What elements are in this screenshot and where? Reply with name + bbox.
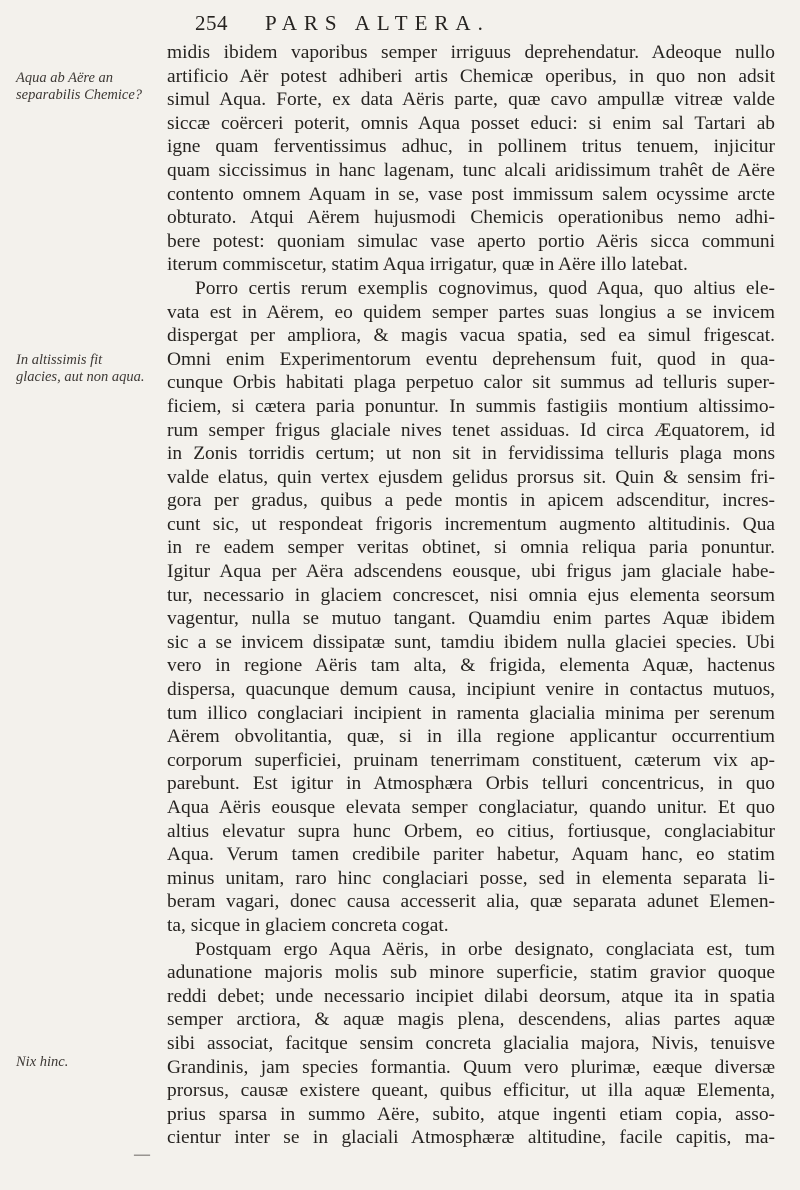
text-line: sibi associat, facitque sensim concreta glacialia majora, Nivis, tenuisve bbox=[167, 1032, 775, 1054]
text-line: artificio Aër potest adhiberi artis Chemicæ operibus, in quo non adsit bbox=[167, 65, 775, 87]
text-line: reddi debet; unde necessario incipiet dilabi deorsum, atque ita in spatia bbox=[167, 985, 775, 1007]
text-line: Porro certis rerum exemplis cognovimus, quod Aqua, quo altius ele- bbox=[195, 277, 775, 299]
margin-note-aqua-ab-aere: Aqua ab Aëre an separabilis Chemice? bbox=[16, 70, 143, 103]
page-number: 254 bbox=[195, 11, 228, 35]
text-line: prius sparsa in summo Aëre, subito, atque ingenti etiam copia, asso- bbox=[167, 1103, 775, 1125]
running-title: PARS ALTERA. bbox=[265, 11, 490, 35]
text-line: obturato. Atqui Aërem hujusmodi Chemicis operationibus nemo adhi- bbox=[167, 207, 775, 229]
text-line: vero in regione Aëris tam alta, & frigida, elementa Aquæ, hactenus bbox=[167, 655, 775, 677]
text-line: cunque Orbis habitati plaga perpetuo calor sit summus ad telluris super- bbox=[167, 372, 775, 394]
text-line: altius elevatur supra hunc Orbem, eo citius, fortiusque, conglaciabitur bbox=[167, 820, 775, 842]
text-line: quam siccissimus in hanc lagenam, tunc alcali aridissimum trahêt de Aëre bbox=[167, 159, 775, 181]
text-line: dispersa, quacunque demum causa, incipiunt venire in contactus mutuos, bbox=[167, 679, 775, 701]
text-line: vata est in Aërem, eo quidem semper partes suas longius a se invicem bbox=[167, 301, 775, 323]
text-line: minus unitam, raro hinc conglaciari posse, sed in elementa separata li- bbox=[167, 867, 775, 889]
text-line: in re eadem semper veritas obtinet, si omnia reliqua paria ponuntur. bbox=[167, 537, 775, 559]
text-line: igne quam ferventissimus adhuc, in pollinem tritus tenuem, injicitur bbox=[167, 136, 775, 158]
text-line: iterum commiscetur, statim Aqua irrigatur, quæ in Aëre illo latebat. bbox=[167, 254, 688, 276]
text-line: Grandinis, jam species formantia. Quum vero plurimæ, eæque diversæ bbox=[167, 1056, 775, 1078]
body-text bbox=[167, 41, 775, 1150]
text-line: beram vagari, donec causa accesserit alia, quæ separata adunet Elemen- bbox=[167, 891, 775, 913]
text-line: valde elatus, quin vertex ejusdem gelidus prorsus sit. Quin & sensim fri- bbox=[167, 466, 775, 488]
page-header bbox=[195, 7, 765, 41]
margin-note-in-altissimis: In altissimis fit glacies, aut non aqua. bbox=[16, 352, 145, 385]
text-line: Igitur Aqua per Aëra adscendens eousque, ubi frigus jam glaciale habe- bbox=[167, 561, 775, 583]
text-line: Postquam ergo Aqua Aëris, in orbe designato, conglaciata est, tum bbox=[195, 938, 775, 960]
text-line: adunatione majoris molis sub minore superficie, statim gravior quoque bbox=[167, 962, 775, 984]
text-line: siccæ coërceri poterit, omnis Aqua posset educi: si enim sal Tartari ab bbox=[167, 112, 775, 134]
text-line: tur, necessario in glaciem concrescet, nisi omnia ejus elementa seorsum bbox=[167, 584, 775, 606]
text-line: ficiem, si cætera paria ponuntur. In summis fastigiis montium altissimo- bbox=[167, 395, 775, 417]
text-line: midis ibidem vaporibus semper irriguus deprehendatur. Adeoque nullo bbox=[167, 42, 775, 63]
text-line: sic a se invicem dissipatæ sunt, tamdiu ibidem nulla glaciei species. Ubi bbox=[167, 631, 775, 653]
text-line: Aqua. Verum tamen credibile pariter habetur, Aquam hanc, eo statim bbox=[167, 844, 775, 866]
text-line: semper arctiora, & aquæ magis plena, descendens, alias partes aquæ bbox=[167, 1009, 775, 1031]
text-line: cunt sic, ut respondeat frigoris incrementum augmento altitudinis. Qua bbox=[167, 513, 775, 535]
text-line: simul Aqua. Forte, ex data Aëris parte, quæ cavo ampullæ vitreæ valde bbox=[167, 89, 775, 111]
text-line: prorsus, causæ existere queant, quibus efficitur, ut illa aquæ Elementa, bbox=[167, 1080, 775, 1102]
text-line: Omni enim Experimentorum eventu deprehensum fuit, quod in qua- bbox=[167, 348, 775, 370]
text-line: ta, sicque in glaciem concreta cogat. bbox=[167, 914, 449, 936]
text-line: gora per gradus, quibus a pede montis in apicem adscenditur, incres- bbox=[167, 490, 775, 512]
text-line: Aqua Aëris eousque elevata semper conglaciatur, quando unitur. Et quo bbox=[167, 797, 775, 818]
margin-dash-mark: — bbox=[134, 1146, 150, 1163]
text-line: contento omnem Aquam in se, vase post immissum salem ocyssime arcte bbox=[167, 183, 775, 205]
text-line: bere potest: quoniam simulac vase aperto portio Aëris sicca communi bbox=[167, 230, 775, 252]
text-line: tum illico conglaciari incipient in ramenta glacialia minima per serenum bbox=[167, 702, 775, 724]
text-line: Aërem obvolitantia, quæ, si in illa regione applicantur occurrentium bbox=[167, 726, 775, 748]
text-line: rum semper frigus glaciale nives tenet assiduas. Id circa Æquatorem, id bbox=[167, 419, 775, 441]
text-line: dispergat per ampliora, & magis vacua spatia, sed ea simul frigescat. bbox=[167, 325, 775, 347]
margin-note-nix-hinc: Nix hinc. bbox=[16, 1054, 69, 1070]
text-line: vagentur, nulla se mutuo tangant. Quamdiu enim partes Aquæ ibidem bbox=[167, 608, 775, 630]
text-line: corporum superficiei, pruinam tenerrimam constituent, cæterum vix ap- bbox=[167, 749, 775, 771]
text-line: in Zonis torridis certum; ut non sit in fervidissima telluris plaga mons bbox=[167, 443, 775, 465]
text-line: parebunt. Est igitur in Atmosphæra Orbis telluri concentricus, in quo bbox=[167, 773, 775, 795]
text-line: cientur inter se in glaciali Atmosphæræ altitudine, facile capitis, ma- bbox=[167, 1127, 775, 1149]
